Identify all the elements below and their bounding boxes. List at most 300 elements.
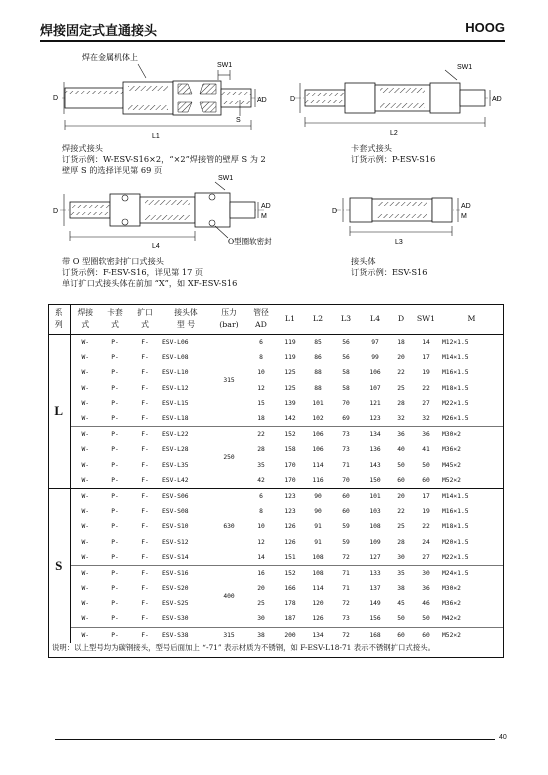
cell-dim: 50 <box>422 615 430 623</box>
dim-d-label: D <box>53 208 59 215</box>
table-row <box>48 473 503 489</box>
cell-weld: W- <box>81 446 90 454</box>
cell-dim: 123 <box>284 508 296 516</box>
dim-d-label: D <box>290 96 296 103</box>
fig4-caption-title: 接头体 <box>351 256 376 266</box>
header-rule <box>40 40 505 42</box>
cell-dim: 25 <box>397 523 405 531</box>
cell-weld: W- <box>70 627 100 643</box>
fig1-caption-note: 壁厚 S 的选择详见第 69 页 <box>62 165 163 175</box>
cell-flare: F- <box>141 523 149 531</box>
cell-dim: 97 <box>371 339 379 347</box>
dim-l1-label: L1 <box>152 133 160 140</box>
cell-dim: 152 <box>276 565 304 581</box>
col-sw1: SW1 <box>412 304 440 335</box>
cell-model: ESV-S12 <box>162 538 189 546</box>
table-row <box>48 335 503 351</box>
page-title: 焊接固定式直通接头 <box>40 24 158 39</box>
cell-model: ESV-S25 <box>162 600 189 608</box>
cell-thread: M18×1.5 <box>442 384 469 392</box>
col-l1: L1 <box>276 304 304 335</box>
col-l4: L4 <box>360 304 390 335</box>
cell-weld: W- <box>81 384 90 392</box>
cell-dim: 24 <box>422 538 430 546</box>
dim-s-label: S <box>236 117 241 124</box>
cell-ad: 28 <box>257 446 265 454</box>
cell-dim: 166 <box>284 585 296 593</box>
cell-dim: 35 <box>390 565 412 581</box>
cell-weld: W- <box>81 369 90 377</box>
col-series: 系 列 <box>48 304 70 335</box>
cell-thread: M30×2 <box>442 585 461 593</box>
cell-ad: 14 <box>257 553 265 561</box>
cell-dim: 123 <box>276 488 304 504</box>
cell-ad: 30 <box>257 615 265 623</box>
cell-weld: W- <box>81 461 90 469</box>
cell-flare: F- <box>141 461 149 469</box>
cell-dim: 142 <box>284 415 296 423</box>
cell-dim: 32 <box>422 415 430 423</box>
cell-flare: F- <box>130 565 160 581</box>
cell-thread: M45×2 <box>442 461 461 469</box>
cell-dim: 187 <box>284 615 296 623</box>
cell-dim: 149 <box>369 600 381 608</box>
cell-dim: 72 <box>342 600 350 608</box>
cell-dim: 56 <box>342 339 350 347</box>
cell-dim: 101 <box>360 488 390 504</box>
cell-compression: P- <box>111 508 119 516</box>
cell-dim: 30 <box>412 565 440 581</box>
table-row <box>48 519 503 534</box>
cell-flare: F- <box>141 354 149 362</box>
cell-thread: M16×1.5 <box>442 369 469 377</box>
cell-compression: P- <box>111 354 119 362</box>
cell-compression: P- <box>111 523 119 531</box>
cell-dim: 58 <box>342 369 350 377</box>
table-row <box>48 427 503 443</box>
cell-dim: 50 <box>422 461 430 469</box>
cell-dim: 20 <box>397 354 405 362</box>
cell-flare: F- <box>141 615 149 623</box>
cell-weld: W- <box>70 565 100 581</box>
cell-flare: F- <box>141 399 149 407</box>
fig2-caption-order: 订货示例：P-ESV-S16 <box>351 154 436 164</box>
cell-compression: P- <box>100 627 130 643</box>
fig3-caption-title: 带 O 型圈软密封扩口式接头 <box>62 256 164 266</box>
cell-dim: 59 <box>342 523 350 531</box>
cell-dim: 72 <box>332 627 360 643</box>
cell-pressure: 630 <box>212 488 246 565</box>
cell-compression: P- <box>111 615 119 623</box>
brand-name: HOOG <box>465 20 505 35</box>
dim-ad-label: AD <box>261 203 271 210</box>
weld-callout: 焊在金属机体上 <box>82 53 138 62</box>
cell-ad: 20 <box>257 585 265 593</box>
cell-thread: M36×2 <box>442 600 461 608</box>
cell-dim: 136 <box>369 446 381 454</box>
cell-dim: 73 <box>342 446 350 454</box>
cell-thread: M24×1.5 <box>440 565 503 581</box>
cell-ad: 15 <box>257 399 265 407</box>
cell-dim: 60 <box>397 476 405 484</box>
dim-ad-label: AD <box>492 96 502 103</box>
cell-dim: 27 <box>422 399 430 407</box>
footer-rule <box>55 739 495 740</box>
cell-dim: 139 <box>284 399 296 407</box>
cell-ad: 6 <box>259 339 263 347</box>
col-m: M <box>440 304 503 335</box>
cell-model: ESV-L28 <box>162 446 189 454</box>
dim-d-label: D <box>53 95 59 102</box>
cell-flare: F- <box>141 476 149 484</box>
cell-dim: 134 <box>304 627 332 643</box>
cell-compression: P- <box>111 446 119 454</box>
cell-dim: 119 <box>284 339 296 347</box>
cell-dim: 85 <box>314 339 322 347</box>
cell-weld: W- <box>81 415 90 423</box>
cell-flare: F- <box>141 585 149 593</box>
cell-dim: 60 <box>412 627 440 643</box>
col-tube-od: 管径 AD <box>246 304 276 335</box>
cell-model: ESV-L42 <box>162 476 189 484</box>
dim-m-label: M <box>261 213 267 220</box>
cell-ad: 10 <box>257 369 265 377</box>
figure-connector-body <box>325 180 505 250</box>
series-cell: L <box>48 335 70 489</box>
cell-dim: 58 <box>342 384 350 392</box>
fig1-caption-title: 焊接式接头 <box>62 143 103 153</box>
cell-dim: 200 <box>276 627 304 643</box>
dim-sw1-label: SW1 <box>218 175 234 182</box>
cell-dim: 36 <box>390 427 412 443</box>
cell-dim: 28 <box>397 538 405 546</box>
table-row <box>48 565 503 581</box>
cell-dim: 60 <box>390 627 412 643</box>
cell-dim: 36 <box>412 427 440 443</box>
cell-model: ESV-L18 <box>162 415 189 423</box>
cell-dim: 170 <box>284 476 296 484</box>
cell-pressure: 315 <box>212 627 246 643</box>
cell-dim: 90 <box>304 488 332 504</box>
cell-dim: 46 <box>422 600 430 608</box>
cell-model: ESV-S20 <box>162 585 189 593</box>
cell-dim: 120 <box>312 600 324 608</box>
cell-flare: F- <box>141 508 149 516</box>
table-row <box>48 534 503 549</box>
cell-ad: 8 <box>259 508 263 516</box>
cell-thread: M26×1.5 <box>442 415 469 423</box>
dim-sw1-label: SW1 <box>217 62 233 69</box>
cell-thread: M14×1.5 <box>440 488 503 504</box>
dim-l3-label: L3 <box>395 239 403 246</box>
cell-weld: W- <box>81 553 90 561</box>
cell-ad: 12 <box>257 384 265 392</box>
cell-dim: 72 <box>342 553 350 561</box>
fig3-caption-order: 订货示例：F-ESV-S16，详见第 17 页 <box>62 267 204 277</box>
cell-dim: 86 <box>314 354 322 362</box>
cell-dim: 109 <box>369 538 381 546</box>
cell-dim: 127 <box>369 553 381 561</box>
cell-dim: 150 <box>369 476 381 484</box>
cell-dim: 20 <box>390 488 412 504</box>
cell-compression: P- <box>111 384 119 392</box>
cell-dim: 28 <box>397 399 405 407</box>
cell-dim: 103 <box>369 508 381 516</box>
cell-dim: 106 <box>369 369 381 377</box>
cell-dim: 71 <box>342 585 350 593</box>
table-header-row <box>48 304 503 335</box>
cell-thread: M16×1.5 <box>442 508 469 516</box>
cell-model: ESV-L10 <box>162 369 189 377</box>
cell-dim: 90 <box>314 508 322 516</box>
page-header <box>40 16 505 42</box>
col-weld: 焊接 式 <box>70 304 100 335</box>
cell-dim: 91 <box>314 523 322 531</box>
cell-thread: M22×1.5 <box>442 553 469 561</box>
cell-weld: W- <box>81 508 90 516</box>
cell-dim: 18 <box>397 339 405 347</box>
cell-dim: 41 <box>422 446 430 454</box>
cell-dim: 134 <box>360 427 390 443</box>
cell-thread: M36×2 <box>442 446 461 454</box>
cell-dim: 108 <box>304 565 332 581</box>
cell-ad: 12 <box>257 538 265 546</box>
cell-weld: W- <box>81 538 90 546</box>
cell-dim: 45 <box>397 600 405 608</box>
cell-flare: F- <box>141 538 149 546</box>
cell-flare: F- <box>141 384 149 392</box>
cell-dim: 152 <box>276 427 304 443</box>
cell-dim: 99 <box>371 354 379 362</box>
page-number: 40 <box>499 734 507 741</box>
table-row <box>48 365 503 380</box>
dim-ad-label: AD <box>257 97 267 104</box>
cell-dim: 125 <box>284 384 296 392</box>
cell-dim: 178 <box>284 600 296 608</box>
table-row <box>48 488 503 504</box>
cell-flare: F- <box>141 339 149 347</box>
cell-dim: 25 <box>397 384 405 392</box>
cell-dim: 126 <box>284 523 296 531</box>
cell-dim: 36 <box>422 585 430 593</box>
cell-compression: P- <box>111 399 119 407</box>
cell-ad: 42 <box>257 476 265 484</box>
fig2-caption <box>351 143 435 165</box>
cell-compression: P- <box>100 427 130 443</box>
fig3-caption-note: 单订扩口式接头体在前加 “X”，如 XF-ESV-S16 <box>62 278 238 288</box>
cell-model: ESV-S16 <box>160 565 212 581</box>
cell-model: ESV-L22 <box>160 427 212 443</box>
cell-ad: 6 <box>246 488 276 504</box>
spec-table <box>48 304 503 643</box>
cell-thread: M18×1.5 <box>442 523 469 531</box>
cell-dim: 143 <box>369 461 381 469</box>
cell-weld: W- <box>81 585 90 593</box>
cell-dim: 22 <box>397 508 405 516</box>
cell-ad: 18 <box>257 415 265 423</box>
dim-m-label: M <box>461 213 467 220</box>
table-row <box>48 550 503 566</box>
fig4-caption <box>351 256 427 278</box>
cell-thread: M14×1.5 <box>442 354 469 362</box>
cell-dim: 60 <box>332 488 360 504</box>
table-row <box>48 596 503 611</box>
cell-weld: W- <box>81 476 90 484</box>
cell-ad: 22 <box>246 427 276 443</box>
cell-compression: P- <box>111 585 119 593</box>
cell-dim: 119 <box>284 354 296 362</box>
cell-thread: M22×1.5 <box>442 399 469 407</box>
cell-dim: 158 <box>284 446 296 454</box>
cell-thread: M12×1.5 <box>442 339 469 347</box>
cell-dim: 50 <box>397 615 405 623</box>
cell-dim: 108 <box>369 523 381 531</box>
table-row <box>48 627 503 643</box>
cell-compression: P- <box>111 415 119 423</box>
cell-pressure: 315 <box>223 377 235 385</box>
cell-weld: W- <box>81 399 90 407</box>
cell-compression: P- <box>111 476 119 484</box>
cell-ad: 10 <box>257 523 265 531</box>
table-row <box>48 350 503 365</box>
cell-dim: 73 <box>332 427 360 443</box>
cell-flare: F- <box>130 488 160 504</box>
cell-model: ESV-L08 <box>162 354 189 362</box>
cell-dim: 17 <box>412 488 440 504</box>
cell-dim: 108 <box>312 553 324 561</box>
cell-pressure: 250 <box>212 427 246 489</box>
cell-dim: 137 <box>369 585 381 593</box>
cell-dim: 60 <box>422 476 430 484</box>
table-row <box>48 381 503 396</box>
cell-dim: 14 <box>422 339 430 347</box>
dim-sw1-label: SW1 <box>457 64 473 71</box>
cell-thread: M52×2 <box>440 627 503 643</box>
cell-dim: 107 <box>369 384 381 392</box>
cell-flare: F- <box>141 446 149 454</box>
cell-compression: P- <box>111 339 119 347</box>
cell-dim: 70 <box>342 399 350 407</box>
fig3-caption <box>62 256 237 289</box>
cell-dim: 168 <box>360 627 390 643</box>
cell-compression: P- <box>100 488 130 504</box>
cell-weld: W- <box>70 427 100 443</box>
cell-dim: 114 <box>312 585 324 593</box>
cell-dim: 59 <box>342 538 350 546</box>
table-row <box>48 442 503 457</box>
cell-flare: F- <box>130 627 160 643</box>
cell-model: ESV-S14 <box>162 553 189 561</box>
cell-dim: 116 <box>312 476 324 484</box>
cell-thread: M52×2 <box>442 476 461 484</box>
cell-flare: F- <box>141 553 149 561</box>
cell-dim: 19 <box>422 369 430 377</box>
cell-model: ESV-L12 <box>162 384 189 392</box>
cell-dim: 156 <box>369 615 381 623</box>
dim-d-label: D <box>332 208 338 215</box>
table-note: 说明：以上型号均为碳钢接头，型号后面加上 “-71” 表示材质为不锈钢，如 F-ESV-L18-71 表示不锈钢扩口式接头。 <box>52 643 435 652</box>
cell-compression: P- <box>111 369 119 377</box>
cell-model: ESV-S10 <box>162 523 189 531</box>
cell-compression: P- <box>111 538 119 546</box>
cell-compression: P- <box>111 600 119 608</box>
cell-dim: 22 <box>397 369 405 377</box>
cell-dim: 88 <box>314 384 322 392</box>
cell-dim: 101 <box>312 399 324 407</box>
cell-weld: W- <box>81 523 90 531</box>
col-pressure: 压力 (bar) <box>212 304 246 335</box>
cell-thread: M30×2 <box>440 427 503 443</box>
col-l2: L2 <box>304 304 332 335</box>
cell-dim: 71 <box>342 461 350 469</box>
cell-ad: 35 <box>257 461 265 469</box>
table-row <box>48 611 503 627</box>
cell-compression: P- <box>111 553 119 561</box>
oring-callout: O型圈软密封 <box>228 237 272 246</box>
dim-l2-label: L2 <box>390 130 398 137</box>
cell-dim: 133 <box>360 565 390 581</box>
table-row <box>48 504 503 519</box>
cell-dim: 22 <box>422 523 430 531</box>
cell-dim: 102 <box>312 415 324 423</box>
cell-pressure: 400 <box>212 565 246 627</box>
cell-thread: M20×1.5 <box>442 538 469 546</box>
cell-compression: P- <box>100 565 130 581</box>
cell-dim: 30 <box>397 553 405 561</box>
cell-dim: 22 <box>422 384 430 392</box>
col-l3: L3 <box>332 304 360 335</box>
cell-dim: 114 <box>312 461 324 469</box>
cell-dim: 50 <box>397 461 405 469</box>
cell-dim: 125 <box>284 369 296 377</box>
cell-flare: F- <box>141 415 149 423</box>
cell-dim: 91 <box>314 538 322 546</box>
cell-dim: 27 <box>422 553 430 561</box>
cell-model: ESV-S38 <box>160 627 212 643</box>
cell-dim: 69 <box>342 415 350 423</box>
cell-flare: F- <box>141 369 149 377</box>
cell-dim: 170 <box>284 461 296 469</box>
cell-thread: M42×2 <box>442 615 461 623</box>
cell-model: ESV-S08 <box>162 508 189 516</box>
cell-flare: F- <box>141 600 149 608</box>
cell-dim: 17 <box>422 354 430 362</box>
cell-dim: 106 <box>312 446 324 454</box>
table-row <box>48 458 503 473</box>
cell-model: ESV-S06 <box>160 488 212 504</box>
cell-ad: 25 <box>257 600 265 608</box>
cell-compression: P- <box>111 461 119 469</box>
figure-compression-connector <box>285 55 505 140</box>
cell-ad: 38 <box>246 627 276 643</box>
cell-dim: 88 <box>314 369 322 377</box>
cell-weld: W- <box>81 339 90 347</box>
dim-ad-label: AD <box>461 203 471 210</box>
table-row <box>48 581 503 596</box>
cell-dim: 70 <box>342 476 350 484</box>
figure-flare-oring-connector <box>40 172 280 254</box>
figure-welded-connector <box>40 50 280 145</box>
table-row <box>48 396 503 411</box>
cell-weld: W- <box>81 354 90 362</box>
col-body-model: 接头体 型 号 <box>160 304 212 335</box>
cell-dim: 71 <box>332 565 360 581</box>
cell-model: ESV-L06 <box>162 339 189 347</box>
series-cell: S <box>48 488 70 642</box>
cell-dim: 19 <box>422 508 430 516</box>
cell-dim: 151 <box>284 553 296 561</box>
cell-model: ESV-S30 <box>162 615 189 623</box>
